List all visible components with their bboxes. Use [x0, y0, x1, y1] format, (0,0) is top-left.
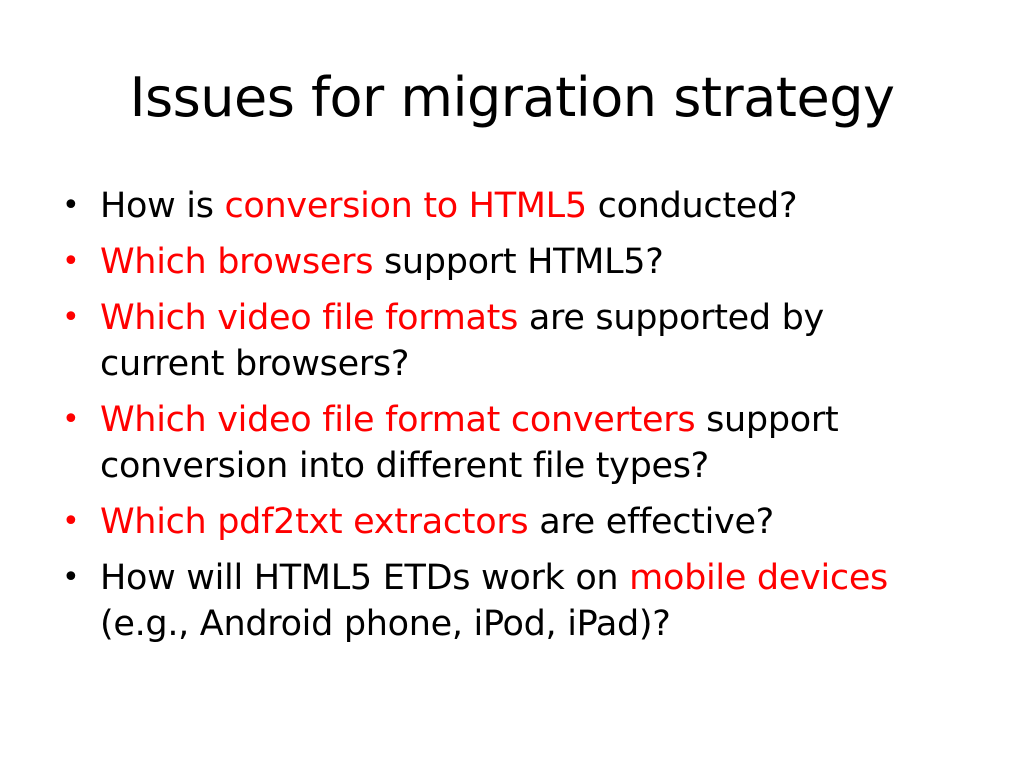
bullet-dot-icon: •: [62, 244, 80, 279]
bullet-item: [58, 499, 958, 545]
bullet-item: [58, 397, 958, 489]
bullet-text-plain: are effective?: [528, 502, 774, 542]
bullet-list: [58, 183, 958, 657]
bullet-text-highlight: Which browsers: [100, 242, 374, 282]
bullet-text-plain: (e.g., Android phone, iPod, iPad)?: [100, 604, 671, 644]
bullet-dot-icon: •: [62, 188, 80, 223]
bullet-item: [58, 555, 958, 647]
bullet-text-plain: How will HTML5 ETDs work on: [100, 558, 630, 598]
bullet-dot-icon: •: [62, 560, 80, 595]
bullet-item: [58, 239, 958, 285]
bullet-text-highlight: mobile devices: [629, 558, 888, 598]
bullet-text-plain: support HTML5?: [373, 242, 664, 282]
bullet-text-highlight: Which video file format converters: [100, 400, 696, 440]
bullet-dot-icon: •: [62, 402, 80, 437]
bullet-text-highlight: Which pdf2txt extractors: [100, 502, 529, 542]
bullet-dot-icon: •: [62, 300, 80, 335]
bullet-text-highlight: conversion to HTML5: [224, 186, 587, 226]
bullet-dot-icon: •: [62, 504, 80, 539]
bullet-text-plain: How is: [100, 186, 225, 226]
bullet-text-highlight: Which video file formats: [100, 298, 519, 338]
bullet-text-plain: conducted?: [586, 186, 798, 226]
bullet-item: [58, 183, 958, 229]
bullet-text-plain: are supported by current browsers?: [100, 298, 824, 384]
slide-title: Issues for migration strategy: [129, 66, 895, 129]
bullet-item: [58, 295, 958, 387]
bullet-text-plain: support conversion into different file types?: [100, 400, 839, 486]
